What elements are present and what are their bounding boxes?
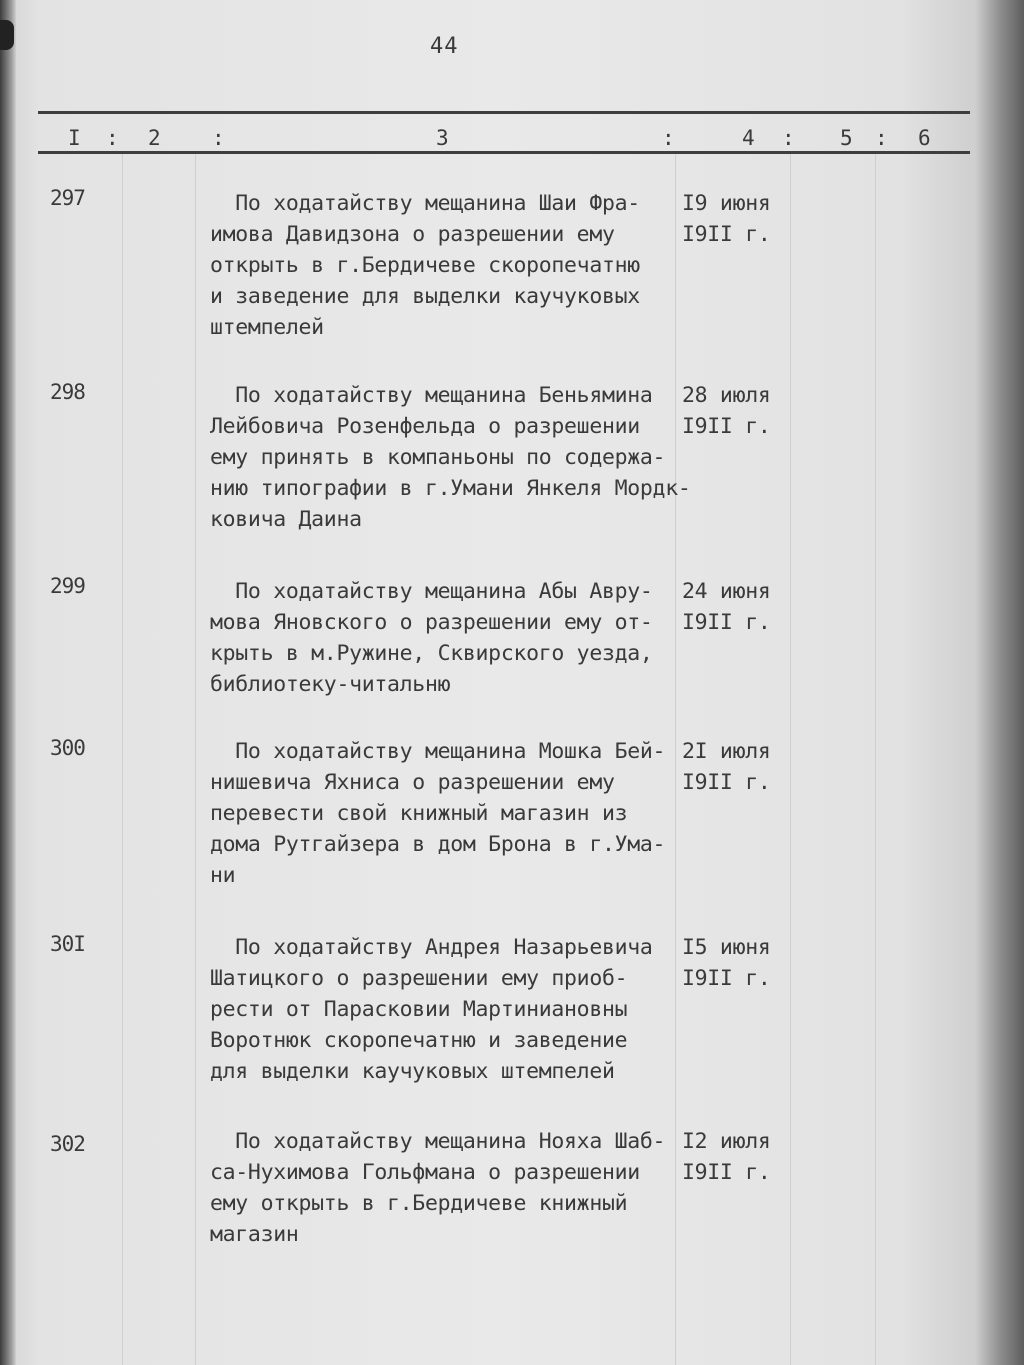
entry-date <box>682 188 771 250</box>
entry-line: ему открыть в г.Бердичеве книжный <box>210 1191 628 1216</box>
binding-spine <box>0 0 16 1365</box>
header-bottom-rule <box>38 151 970 154</box>
entry-date-year: I9II г. <box>682 610 771 635</box>
entry-line: мова Яновского о разрешении ему от- <box>210 610 653 635</box>
entry-description <box>210 1126 665 1250</box>
header-col-4: 4 <box>742 126 755 150</box>
entry-date-day: I2 июля <box>682 1129 771 1154</box>
header-separator: : <box>106 126 119 150</box>
entry-date-day: 24 июня <box>682 579 771 604</box>
entry-line: ковича Даина <box>210 507 362 532</box>
entry-date-day: 2I июля <box>682 739 771 764</box>
entry-line: нишевича Яхниса о разрешении ему <box>210 770 615 795</box>
entry-number: 299 <box>50 574 85 598</box>
entry-date <box>682 380 771 442</box>
entry-line: нию типографии в г.Умани Янкеля Мордк- <box>210 476 691 501</box>
entry-line: рести от Парасковии Мартиниановны <box>210 997 628 1022</box>
header-separator: : <box>212 126 225 150</box>
entry-date-year: I9II г. <box>682 770 771 795</box>
entry-date <box>682 576 771 638</box>
entry-line: открыть в г.Бердичеве скоропечатню <box>210 253 640 278</box>
entry-line: ему принять в компаньоны по содержа- <box>210 445 666 470</box>
entry-line: крыть в м.Ружине, Сквирского уезда, <box>210 641 653 666</box>
page-number: 44 <box>430 34 459 59</box>
entry-line: По ходатайству мещанина Шаи Фра- <box>210 191 640 216</box>
entry-date <box>682 1126 771 1188</box>
column-divider <box>790 154 791 1365</box>
header-col-3: 3 <box>436 126 449 150</box>
entry-number: 298 <box>50 380 85 404</box>
entry-number: 30I <box>50 932 85 956</box>
entry-number: 297 <box>50 186 85 210</box>
entry-date-year: I9II г. <box>682 966 771 991</box>
column-divider <box>675 154 676 1365</box>
entry-line: библиотеку-читальню <box>210 672 451 697</box>
entry-description <box>210 932 653 1087</box>
entry-date-day: I5 июня <box>682 935 771 960</box>
entry-line: магазин <box>210 1222 299 1247</box>
header-separator: : <box>875 126 888 150</box>
entry-line: По ходатайству мещанина Беньямина <box>210 383 653 408</box>
entry-line: и заведение для выделки каучуковых <box>210 284 640 309</box>
entry-date <box>682 932 771 994</box>
entry-date <box>682 736 771 798</box>
entry-line: Шатицкого о разрешении ему приоб- <box>210 966 628 991</box>
header-col-1: I <box>68 126 81 150</box>
entry-line: По ходатайству мещанина Абы Авру- <box>210 579 653 604</box>
entry-date-year: I9II г. <box>682 1160 771 1185</box>
header-col-2: 2 <box>148 126 161 150</box>
entry-line: са-Нухимова Гольфмана о разрешении <box>210 1160 640 1185</box>
header-separator: : <box>662 126 675 150</box>
entry-description <box>210 576 653 700</box>
header-top-rule <box>38 111 970 114</box>
entry-line: По ходатайству мещанина Мошка Бей- <box>210 739 666 764</box>
entry-line: По ходатайству мещанина Нояха Шаб- <box>210 1129 666 1154</box>
header-col-5: 5 <box>840 126 853 150</box>
entry-date-year: I9II г. <box>682 414 771 439</box>
column-divider <box>875 154 876 1365</box>
entry-line: По ходатайству Андрея Назарьевича <box>210 935 653 960</box>
header-separator: : <box>782 126 795 150</box>
binding-mark <box>0 20 14 50</box>
entry-line: имова Давидзона о разрешении ему <box>210 222 615 247</box>
entry-description <box>210 188 640 343</box>
column-divider <box>195 154 196 1365</box>
entry-line: дома Рутгайзера в дом Брона в г.Ума- <box>210 832 666 857</box>
entry-line: штемпелей <box>210 315 324 340</box>
entry-line: ни <box>210 863 236 888</box>
entry-line: для выделки каучуковых штемпелей <box>210 1059 615 1084</box>
entry-description <box>210 380 690 535</box>
entry-line: Воротнюк скоропечатню и заведение <box>210 1028 628 1053</box>
entry-date-day: 28 июля <box>682 383 771 408</box>
entry-date-year: I9II г. <box>682 222 771 247</box>
entry-line: Лейбовича Розенфельда о разрешении <box>210 414 640 439</box>
entry-description <box>210 736 665 891</box>
header-col-6: 6 <box>918 126 931 150</box>
entry-number: 300 <box>50 736 85 760</box>
entry-line: перевести свой книжный магазин из <box>210 801 628 826</box>
column-divider <box>122 154 123 1365</box>
entry-number: 302 <box>50 1132 85 1156</box>
entry-date-day: I9 июня <box>682 191 771 216</box>
